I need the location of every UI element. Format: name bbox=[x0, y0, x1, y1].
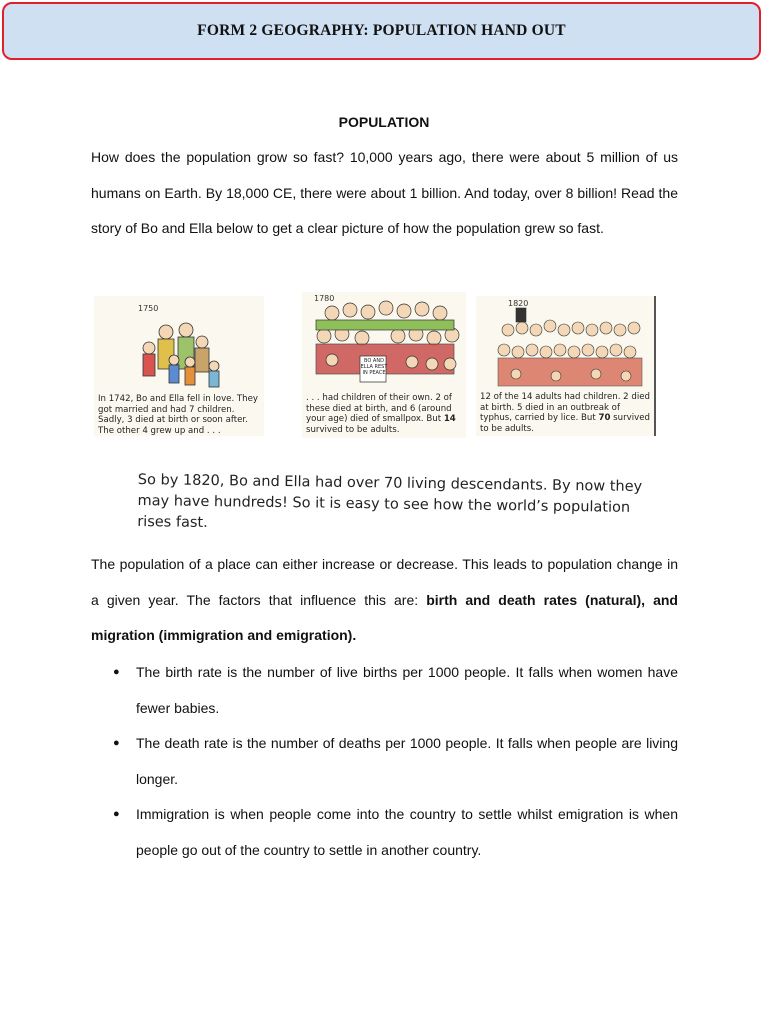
list-item bbox=[91, 797, 678, 868]
panel-caption bbox=[306, 393, 462, 435]
intro-paragraph: How does the population grow so fast? 10,000 years ago, there were about 5 million of us humans on Earth. By 18,000 CE, there were about 1 billion. And today, over 8 billion! Read the story of Bo and Ella below to get a clear picture of how the population grew so fast. bbox=[91, 149, 678, 236]
factors-bold-text: birth and death rates (natural), and migration (immigration and emigration). bbox=[91, 591, 678, 643]
list-item bbox=[91, 726, 678, 797]
panel-caption-bold: 70 bbox=[598, 413, 611, 423]
panel-caption: In 1742, Bo and Ella fell in love. They got married and had 7 children. Sadly, 3 died at birth or soon after. The other 4 grew up and . . . bbox=[98, 394, 258, 436]
family-illustration bbox=[94, 310, 264, 405]
panel-caption-post: survived to be adults. bbox=[306, 424, 400, 435]
panel-year-label: 1780 bbox=[314, 294, 335, 303]
crowd-illustration bbox=[302, 298, 466, 393]
panel-caption-pre: . . . had children of their own. 2 of these died at birth, and 6 (around your age) died of smallpox. But bbox=[306, 393, 452, 424]
panel-caption-pre: 12 of the 14 adults had children. 2 died at birth. 5 died in an outbreak of typhus, carried by lice. But bbox=[480, 392, 650, 423]
illustration-panel-1780 bbox=[302, 292, 466, 438]
bullet-dot-icon: ● bbox=[113, 737, 120, 749]
list-item-text: The birth rate is the number of live births per 1000 people. It falls when women have fewer babies. bbox=[136, 664, 678, 716]
illustration-panel-1820 bbox=[476, 296, 656, 436]
header-banner bbox=[2, 2, 761, 60]
panel-year-label: 1820 bbox=[508, 299, 529, 308]
panel-year-label: 1750 bbox=[138, 304, 159, 313]
gravestone-sign: BO AND ELLA REST IN PEACE bbox=[360, 358, 388, 376]
population-change-paragraph bbox=[91, 547, 678, 654]
list-item-text: Immigration is when people come into the country to settle whilst emigration is when people go out of the country to settle in another country. bbox=[136, 806, 678, 858]
panel-caption-post: survived to be adults. bbox=[480, 413, 650, 434]
list-item bbox=[91, 655, 678, 726]
summary-text: So by 1820, Bo and Ella had over 70 living descendants. By now they may have hundreds! So it is easy to see how the world’s population rises fast. bbox=[137, 471, 643, 531]
population-change-text: The population of a place can either increase or decrease. This leads to population change in a given year. The factors that influence this are: bbox=[91, 556, 678, 608]
section-heading: POPULATION bbox=[338, 114, 430, 130]
panel-caption-bold: 14 bbox=[443, 414, 456, 424]
page-title: FORM 2 GEOGRAPHY: POPULATION HAND OUT bbox=[197, 22, 566, 39]
list-item-text: The death rate is the number of deaths per 1000 people. It falls when people are living longer. bbox=[136, 735, 678, 787]
bullet-dot-icon: ● bbox=[113, 808, 120, 820]
factors-list bbox=[91, 655, 678, 868]
bullet-dot-icon: ● bbox=[113, 666, 120, 678]
large-crowd-illustration bbox=[476, 304, 654, 394]
panel-caption bbox=[480, 392, 650, 434]
illustration-panel-1750 bbox=[94, 296, 264, 436]
